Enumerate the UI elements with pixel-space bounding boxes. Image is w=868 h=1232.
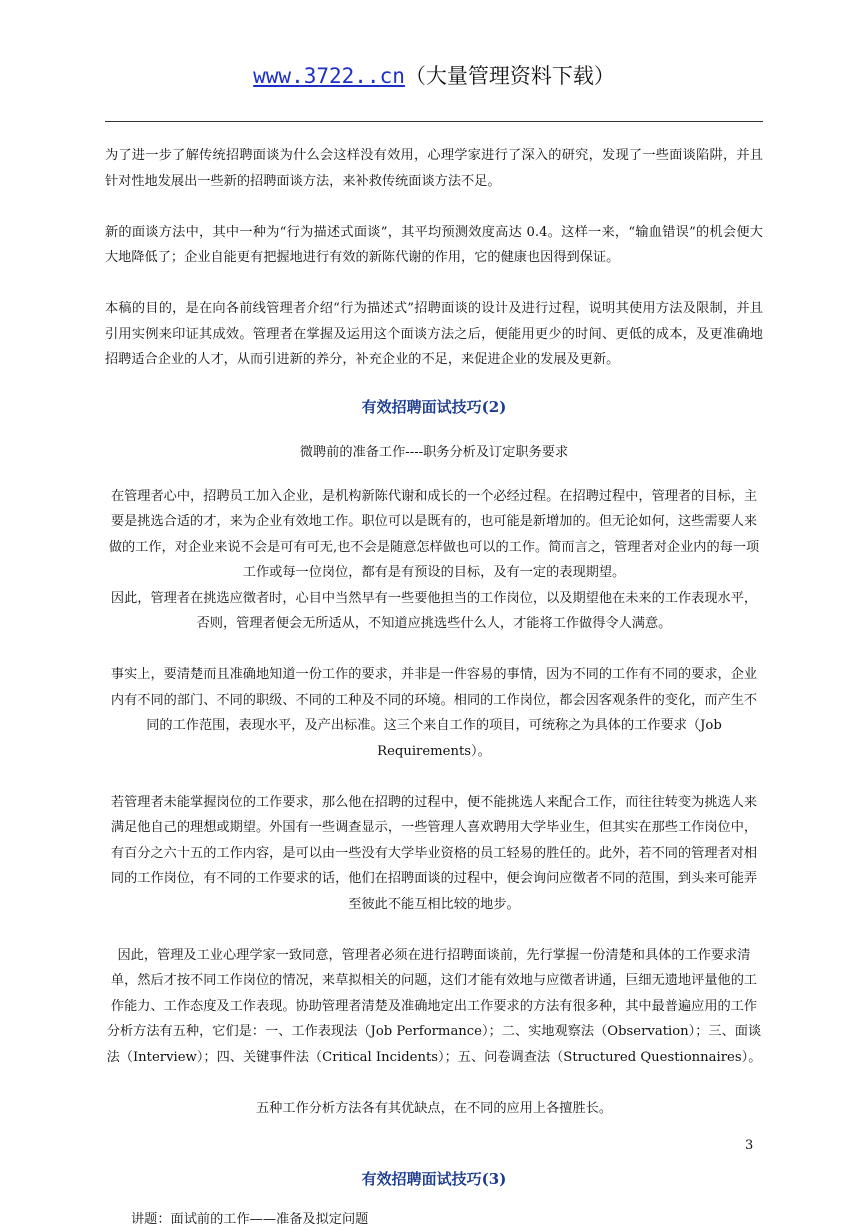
paragraph-analysis-methods: 因此，管理及工业心理学家一致同意，管理者必须在进行招聘面谈前，先行掌握一份清楚和具体的工作要求清单，然后才按不同工作岗位的情况，来草拟相关的问题，这们才能有效地与应徵者讲通，巨细无遗地评量他的工作能力、工作态度及工作表现。协助管理者清楚及准确地定出工作要求的方法有很多种，其中最普遍应用的工作分析方法有五种，它们是：一、工作表现法（Job Performance）；二、实地观察法（Observation）；三、面谈法（Interview）；四、关键事件法（Critical Incidents）；五、问卷调查法（Structured Questionnaires）。 (105, 943, 763, 1071)
paragraph-new-method: 新的面谈方法中，其中一种为“行为描述式面谈”，其平均预测效度高达 0.4。这样一来，“输血错误”的机会便大大地降低了；企业自能更有把握地进行有效的新陈代谢的作用，它的健康也因得到保证。 (105, 220, 763, 271)
paragraph-manager-goal: 在管理者心中，招聘员工加入企业，是机构新陈代谢和成长的一个必经过程。在招聘过程中，管理者的目标，主要是挑选合适的才，来为企业有效地工作。职位可以是既有的，也可能是新增加的。但无论如何，这些需要人来做的工作，对企业来说不会是可有可无,也不会是随意怎样做也可以的工作。简而言之，管理者对企业内的每一项工作或每一位岗位，都有是有预设的目标，及有一定的表现期望。 (105, 484, 763, 586)
header-divider (105, 121, 763, 122)
header-tagline: （大量管理资料下载） (405, 64, 615, 88)
section-title-2: 有效招聘面试技巧(2) (105, 395, 763, 421)
page-number: 3 (745, 1138, 753, 1153)
site-link[interactable]: www.3722..cn (253, 64, 405, 88)
paragraph-selection: 因此，管理者在挑选应徵者时，心目中当然早有一些要他担当的工作岗位，以及期望他在未来的工作表现水平，否则，管理者便会无所适从，不知道应挑选些什么人，才能将工作做得令人满意。 (105, 586, 763, 637)
paragraph-topic: 讲题：面试前的工作——准备及拟定问题 (105, 1207, 763, 1232)
paragraph-survey: 若管理者未能掌握岗位的工作要求，那么他在招聘的过程中，便不能挑选人来配合工作，而往往转变为挑选人来满足他自己的理想或期望。外国有一些调查显示，一些管理人喜欢聘用大学毕业生，但其实在那些工作岗位中，有百分之六十五的工作内容，是可以由一些没有大学毕业资格的员工轻易的胜任的。此外，若不同的管理者对相同的工作岗位，有不同的工作要求的话，他们在招聘面谈的过程中，便会询问应徵者不同的范围，到头来可能弄至彼此不能互相比较的地步。 (105, 790, 763, 918)
section-title-3: 有效招聘面试技巧(3) (105, 1167, 763, 1193)
page-header (0, 58, 868, 94)
paragraph-job-requirements: 事实上，要清楚而且准确地知道一份工作的要求，并非是一件容易的事情，因为不同的工作有不同的要求，企业内有不同的部门、不同的职级、不同的工种及不同的环境。相同的工作岗位，都会因客观条件的变化，而产生不同的工作范围，表现水平，及产出标准。这三个来自工作的项目，可统称之为具体的工作要求（Job Requirements）。 (105, 662, 763, 764)
section-subtitle-2: 微聘前的准备工作----职务分析及订定职务要求 (105, 440, 763, 466)
paragraph-purpose: 本稿的目的，是在向各前线管理者介绍“行为描述式”招聘面谈的设计及进行过程，说明其使用方法及限制，并且引用实例来印证其成效。管理者在掌握及运用这个面谈方法之后，便能用更少的时间、更低的成本，及更准确地招聘适合企业的人才，从而引进新的养分，补充企业的不足，来促进企业的发展及更新。 (105, 296, 763, 373)
paragraph-intro: 为了进一步了解传统招聘面谈为什么会这样没有效用，心理学家进行了深入的研究，发现了一些面谈陷阱，并且针对性地发展出一些新的招聘面谈方法，来补救传统面谈方法不足。 (105, 143, 763, 194)
paragraph-summary: 五种工作分析方法各有其优缺点，在不同的应用上各擅胜长。 (105, 1096, 763, 1122)
document-body (105, 143, 763, 1232)
